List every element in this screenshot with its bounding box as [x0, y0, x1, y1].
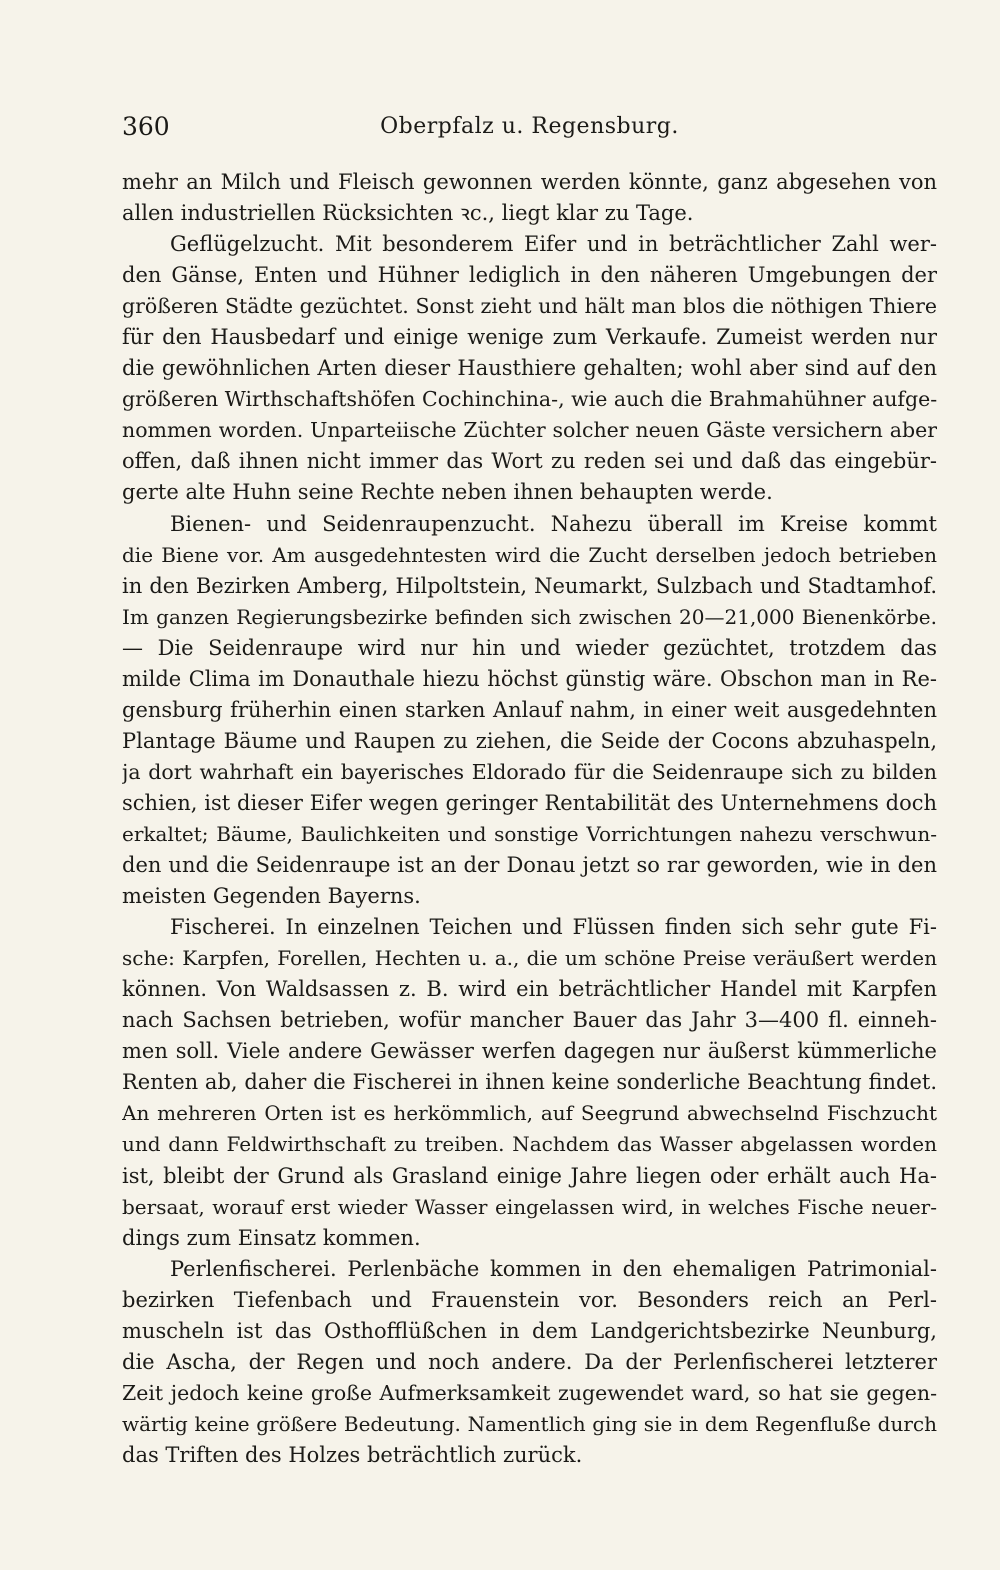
text-line: Geflügelzucht. Mit besonderem Eifer und in beträchtlicher Zahl wer- [170, 232, 937, 257]
text-line: Perlenfischerei. Perlenbäche kommen in den ehemaligen Patrimonial- [170, 1256, 937, 1281]
text-line: gensburg früherhin einen starken Anlauf nahm, in einer weit ausgedehnten [122, 697, 937, 722]
text-line: bersaat, worauf erst wieder Wasser eingelassen wird, in welches Fische neuer- [122, 1194, 937, 1219]
text-line: allen industriellen Rücksichten ꝛc., liegt klar zu Tage. [122, 201, 694, 226]
text-line: können. Von Waldsassen z. B. wird ein beträchtlicher Handel mit Karpfen [122, 977, 937, 1002]
text-line: Zeit jedoch keine große Aufmerksamkeit zugewendet ward, so hat sie gegen- [122, 1380, 937, 1405]
text-line: in den Bezirken Amberg, Hilpoltstein, Neumarkt, Sulzbach und Stadtamhof. [122, 573, 937, 598]
text-line: das Triften des Holzes beträchtlich zurück. [122, 1442, 583, 1467]
text-line: den Gänse, Enten und Hühner lediglich in den näheren Umgebungen der [122, 263, 937, 288]
text-line: für den Hausbedarf und einige wenige zum Verkaufe. Zumeist werden nur [122, 325, 937, 350]
text-line: meisten Gegenden Bayerns. [122, 884, 421, 909]
text-line: ja dort wahrhaft ein bayerisches Eldorado für die Seidenraupe sich zu bilden [122, 759, 937, 784]
page-number: 360 [122, 112, 170, 141]
text-line: muscheln ist das Osthofflüßchen in dem Landgerichtsbezirke Neunburg, [122, 1318, 937, 1343]
text-line: größeren Wirthschaftshöfen Cochinchina-, wie auch die Brahmahühner aufge- [122, 387, 937, 412]
text-line: den und die Seidenraupe ist an der Donau jetzt so rar geworden, wie in den [122, 853, 937, 878]
text-line: dings zum Einsatz kommen. [122, 1225, 421, 1250]
text-line: die gewöhnlichen Arten dieser Hausthiere gehalten; wohl aber sind auf den [122, 356, 937, 381]
text-line: Bienen- und Seidenraupenzucht. Nahezu überall im Kreise kommt [170, 511, 937, 536]
text-line: Plantage Bäume und Raupen zu ziehen, die Seide der Cocons abzuhaspeln, [122, 728, 937, 753]
text-line: die Ascha, der Regen und noch andere. Da der Perlenfischerei letzterer [122, 1349, 937, 1374]
text-line: offen, daß ihnen nicht immer das Wort zu reden sei und daß das eingebür- [122, 449, 937, 474]
text-line: men soll. Viele andere Gewässer werfen dagegen nur äußerst kümmerliche [122, 1039, 937, 1064]
text-line: erkaltet; Bäume, Baulichkeiten und sonstige Vorrichtungen nahezu verschwun- [122, 821, 937, 846]
text-line: Im ganzen Regierungsbezirke befinden sich zwischen 20—21,000 Bienenkörbe. [122, 604, 937, 629]
text-line: ist, bleibt der Grund als Grasland einige Jahre liegen oder erhält auch Ha- [122, 1163, 937, 1188]
text-line: nach Sachsen betrieben, wofür mancher Bauer das Jahr 3—400 fl. einneh- [122, 1008, 937, 1033]
text-line: mehr an Milch und Fleisch gewonnen werden könnte, ganz abgesehen von [122, 170, 937, 194]
text-line: schien, ist dieser Eifer wegen geringer Rentabilität des Unternehmens doch [122, 790, 937, 815]
text-line: größeren Städte gezüchtet. Sonst zieht und hält man blos die nöthigen Thiere [122, 294, 937, 319]
text-line: sche: Karpfen, Forellen, Hechten u. a., die um schöne Preise veräußert werden [122, 946, 937, 971]
text-line: Fischerei. In einzelnen Teichen und Flüssen finden sich sehr gute Fi- [170, 915, 937, 940]
text-line: Renten ab, daher die Fischerei in ihnen keine sonderliche Beachtung findet. [122, 1070, 937, 1095]
running-title: Oberpfalz u. Regensburg. [380, 114, 679, 139]
page-header [122, 112, 937, 146]
text-line: gerte alte Huhn seine Rechte neben ihnen behaupten werde. [122, 480, 773, 505]
text-line: und dann Feldwirthschaft zu treiben. Nachdem das Wasser abgelassen worden [122, 1132, 937, 1157]
text-line: bezirken Tiefenbach und Frauenstein vor. Besonders reich an Perl- [122, 1287, 937, 1312]
text-line: An mehreren Orten ist es herkömmlich, auf Seegrund abwechselnd Fischzucht [122, 1101, 937, 1126]
text-line: wärtig keine größere Bedeutung. Namentlich ging sie in dem Regenfluße durch [122, 1411, 937, 1436]
text-line: milde Clima im Donauthale hiezu höchst günstig wäre. Obschon man in Re- [122, 666, 937, 691]
text-line: die Biene vor. Am ausgedehntesten wird die Zucht derselben jedoch betrieben [122, 542, 937, 567]
text-line: nommen worden. Unparteiische Züchter solcher neuen Gäste versichern aber [122, 418, 937, 443]
body-text [122, 167, 937, 1471]
text-line: — Die Seidenraupe wird nur hin und wieder gezüchtet, trotzdem das [122, 635, 937, 660]
